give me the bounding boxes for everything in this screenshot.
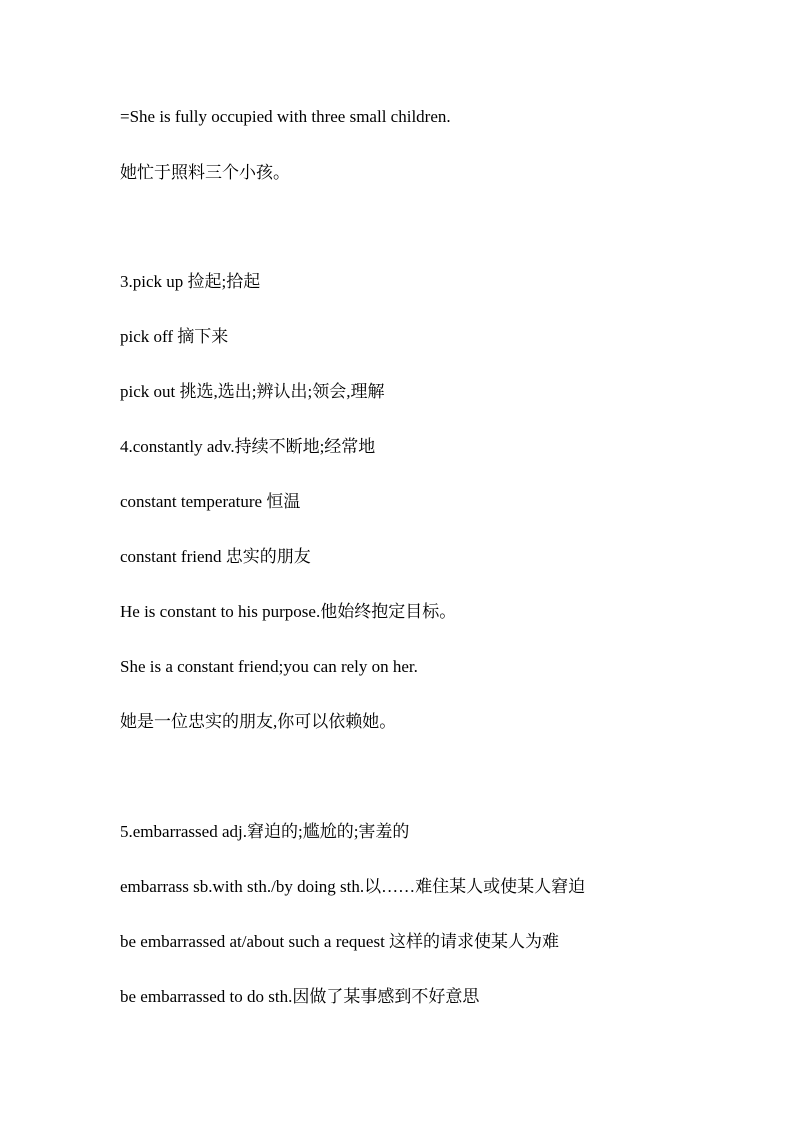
text-line-constant-purpose: He is constant to his purpose.他始终抱定目标。 [120,602,457,621]
text-line-constantly: 4.constantly adv.持续不断地;经常地 [120,437,376,456]
text-line-constant-friend: constant friend 忠实的朋友 [120,547,311,566]
text-line-embarrassed-to-do: be embarrassed to do sth.因做了某事感到不好意思 [120,987,480,1006]
text-line-constant-temperature: constant temperature 恒温 [120,492,301,511]
text-line-embarrassed-request: be embarrassed at/about such a request 这样的请求使某人为难 [120,932,560,951]
text-line-rely-translation: 她是一位忠实的朋友,你可以依赖她。 [120,712,397,731]
text-line-pick-off: pick off 摘下来 [120,327,229,346]
text-line-occupied-translation: 她忙于照料三个小孩。 [120,163,290,182]
text-line-embarrass-sb: embarrass sb.with sth./by doing sth.以……难住某人或使某人窘迫 [120,877,586,896]
text-line-pick-up: 3.pick up 捡起;拾起 [120,272,261,291]
text-line-occupied: =She is fully occupied with three small children. [120,107,451,126]
text-line-rely-on-her: She is a constant friend;you can rely on her. [120,657,418,676]
text-line-pick-out: pick out 挑选,选出;辨认出;领会,理解 [120,382,385,401]
text-line-embarrassed: 5.embarrassed adj.窘迫的;尴尬的;害羞的 [120,822,410,841]
